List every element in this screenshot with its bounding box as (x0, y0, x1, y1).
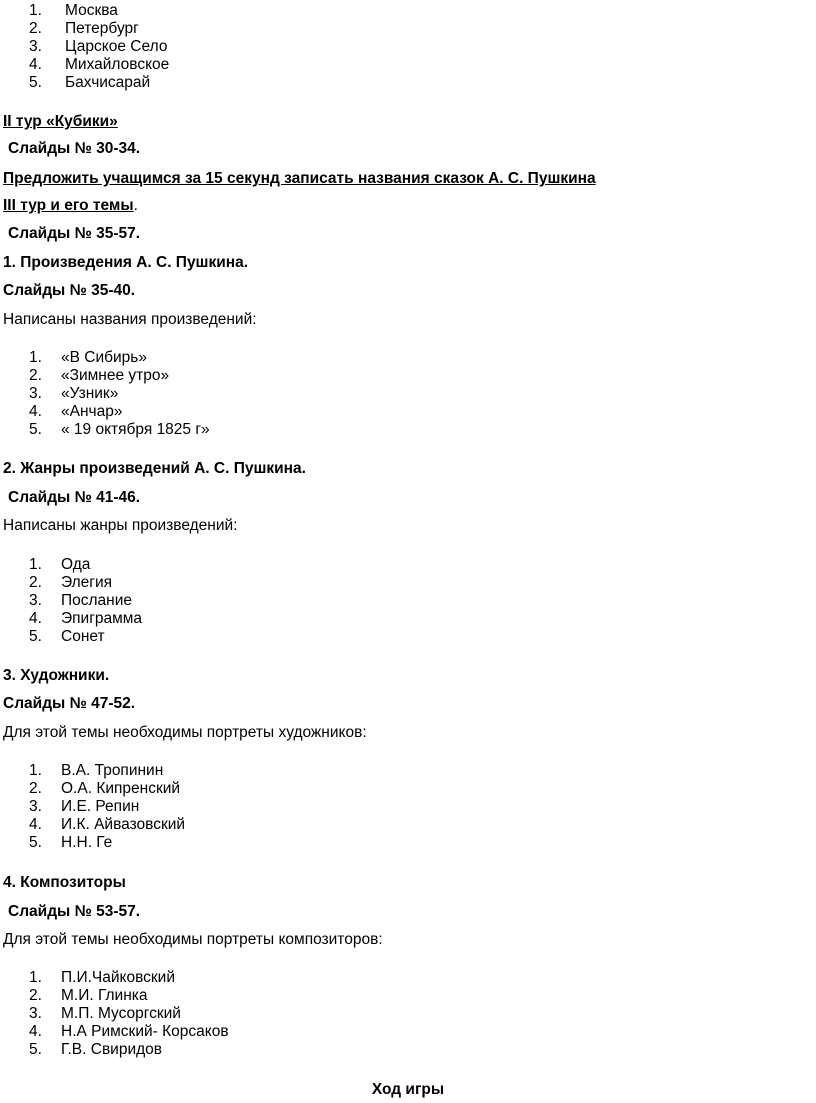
list-item-number: 2. (29, 987, 42, 1004)
list-item-text: Г.В. Свиридов (61, 1041, 163, 1058)
list-item-text: Москва (65, 2, 118, 19)
round3-dot: . (133, 197, 138, 214)
list-item-text: «В Сибирь» (61, 349, 147, 366)
list-item-number: 4. (29, 403, 42, 420)
list-item-text: «Анчар» (61, 403, 123, 420)
list-item-text: И.К. Айвазовский (61, 816, 186, 833)
list-item-number: 2. (29, 367, 42, 384)
list-item-number: 3. (29, 798, 42, 815)
list-item-text: В.А. Тропинин (61, 762, 164, 779)
list-item-text: «Узник» (61, 385, 119, 402)
slides-53-57: Слайды № 53-57. (8, 903, 141, 920)
list-item-text: «Зимнее утро» (61, 367, 170, 384)
round2-heading: II тур «Кубики» (3, 113, 118, 130)
list-item-number: 5. (29, 834, 42, 851)
list-item-number: 1. (29, 762, 42, 779)
list-item-text: Н.А Римский- Корсаков (61, 1023, 229, 1040)
game-progress-heading: Ход игры (371, 1081, 445, 1098)
list-item-number: 4. (29, 816, 42, 833)
list-item-number: 1. (29, 349, 42, 366)
topic1-heading: 1. Произведения А. С. Пушкина. (3, 254, 249, 271)
slides-30-34: Слайды № 30-34. (8, 140, 141, 157)
list-item-text: Эпиграмма (61, 610, 143, 627)
topic4-heading: 4. Композиторы (3, 874, 126, 891)
topic2-intro: Написаны жанры произведений: (3, 517, 238, 534)
list-item-number: 2. (29, 20, 42, 37)
list-item-text: Сонет (61, 628, 105, 645)
list-item-number: 5. (29, 421, 42, 438)
list-item-number: 1. (29, 969, 42, 986)
list-item-number: 4. (29, 56, 42, 73)
list-item-number: 3. (29, 1005, 42, 1022)
list-item-text: О.А. Кипренский (61, 780, 181, 797)
list-item-text: Элегия (61, 574, 112, 591)
list-item-number: 5. (29, 628, 42, 645)
topic1-intro: Написаны названия произведений: (3, 311, 257, 328)
slides-41-46: Слайды № 41-46. (8, 489, 141, 506)
list-item-text: Петербург (65, 20, 139, 37)
list-item-text: И.Е. Репин (61, 798, 140, 815)
list-item-text: « 19 октября 1825 г» (61, 421, 210, 438)
slides-35-40: Слайды № 35-40. (3, 282, 136, 299)
slides-47-52: Слайды № 47-52. (3, 695, 136, 712)
topic4-intro: Для этой темы необходимы портреты композиторов: (3, 931, 383, 948)
list-item-text: П.И.Чайковский (61, 969, 175, 986)
list-item-number: 4. (29, 610, 42, 627)
list-item-number: 4. (29, 1023, 42, 1040)
list-item-number: 2. (29, 780, 42, 797)
list-item-number: 1. (29, 2, 42, 19)
list-item-number: 3. (29, 385, 42, 402)
round3-heading: III тур и его темы (3, 197, 134, 214)
topic3-intro: Для этой темы необходимы портреты художников: (3, 724, 367, 741)
list-item-number: 3. (29, 38, 42, 55)
list-item-number: 5. (29, 1041, 42, 1058)
list-item-text: Н.Н. Ге (61, 834, 113, 851)
list-item-number: 1. (29, 556, 42, 573)
topic2-heading: 2. Жанры произведений А. С. Пушкина. (3, 460, 306, 477)
list-item-text: Бахчисарай (65, 74, 151, 91)
round3-heading-line (3, 197, 138, 215)
list-item-number: 3. (29, 592, 42, 609)
slides-35-57: Слайды № 35-57. (8, 225, 141, 242)
list-item-number: 5. (29, 74, 42, 91)
list-item-text: Послание (61, 592, 133, 609)
list-item-text: Михайловское (65, 56, 170, 73)
list-item-number: 2. (29, 574, 42, 591)
list-item-text: М.П. Мусоргский (61, 1005, 181, 1022)
list-item-text: Царское Село (65, 38, 168, 55)
topic3-heading: 3. Художники. (3, 667, 110, 684)
task-fairy-tales: Предложить учащимся за 15 секунд записать названия сказок А. С. Пушкина (3, 170, 596, 187)
list-item-text: Ода (61, 556, 91, 573)
list-item-text: М.И. Глинка (61, 987, 148, 1004)
